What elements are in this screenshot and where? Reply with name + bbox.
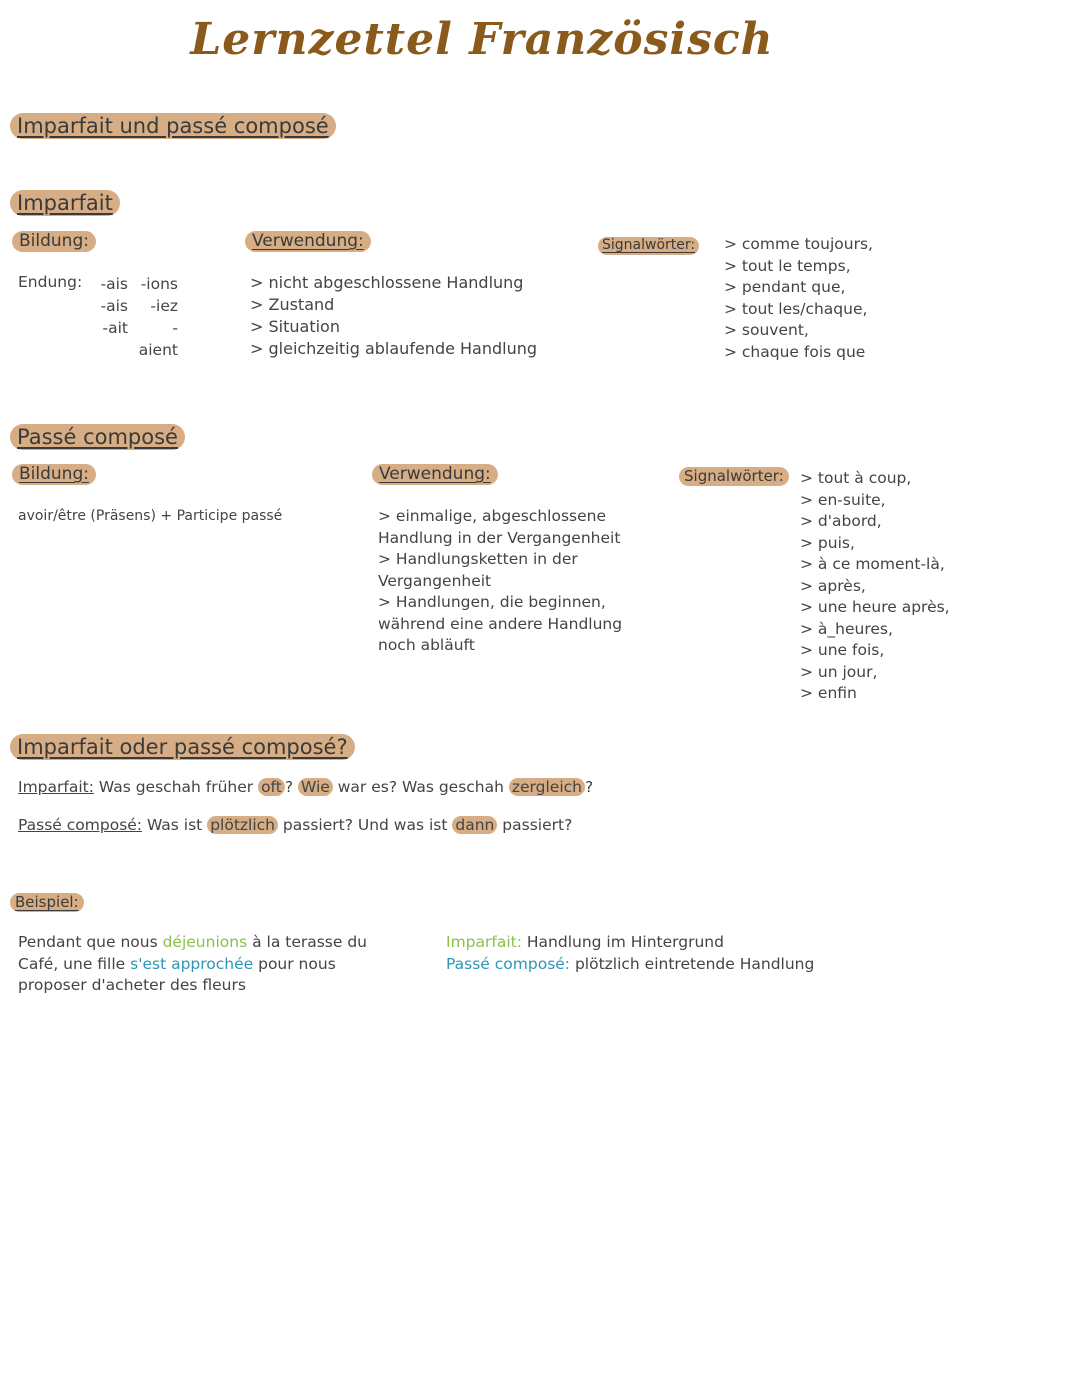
imparfait-endings <box>84 273 184 361</box>
highlight: oft <box>258 778 285 796</box>
list-item: > nicht abgeschlossene Handlung <box>250 273 524 292</box>
imparfait-verb: déjeunions <box>162 933 248 951</box>
legend-imparfait: Imparfait: Handlung im Hintergrund <box>446 933 724 951</box>
passe-compose-bildung-text: avoir/être (Präsens) + Participe passé <box>18 508 283 524</box>
list-item: > Handlungsketten in der <box>378 550 578 568</box>
list-item: > enfin <box>800 684 857 702</box>
legend-passe-compose: Passé composé: plötzlich eintretende Handlung <box>446 954 815 973</box>
list-item: > à ce moment-là, <box>800 555 945 573</box>
ending: -ions <box>140 275 178 293</box>
list-item: > souvent, <box>724 321 809 339</box>
passe-compose-signal-label: Signalwörter: <box>679 466 789 486</box>
passe-compose-bildung-label: Bildung: <box>12 464 96 485</box>
list-item: > un jour, <box>800 662 878 681</box>
highlight: plötzlich <box>207 816 278 834</box>
ending: -ais <box>100 297 128 315</box>
highlight: dann <box>452 816 497 834</box>
highlight: Wie <box>298 778 333 796</box>
list-item: > tout à coup, <box>800 469 912 487</box>
main-heading: Imparfait und passé composé <box>10 113 336 139</box>
question-line-imparfait: Imparfait: Was geschah früher oft ? Wie war es? Was geschah zergleich ? <box>18 778 594 796</box>
question-label: Passé composé: <box>18 816 143 834</box>
list-item: > d'abord, <box>800 512 882 530</box>
list-item: Handlung in der Vergangenheit <box>378 528 621 547</box>
list-item: > pendant que, <box>724 278 846 296</box>
imparfait-signal-list <box>724 234 873 363</box>
question-heading: Imparfait oder passé composé? <box>10 734 355 760</box>
list-item: Vergangenheit <box>378 571 492 590</box>
passe-compose-verwendung-list <box>378 506 622 657</box>
example-legend <box>446 932 814 975</box>
imparfait-verwendung-list <box>250 272 537 360</box>
page-title: Lernzettel Französisch <box>190 14 774 65</box>
example-sentence: Pendant que nous déjeunions à la terasse du Café, une fille s'est approchée pour nous proposer d'acheter des fleurs <box>18 933 368 994</box>
highlight: zergleich <box>509 778 585 796</box>
list-item: > une heure après, <box>800 598 950 616</box>
list-item: > tout les/chaque, <box>724 299 868 318</box>
ending: -iez <box>150 297 178 315</box>
list-item: > Situation <box>250 317 340 336</box>
ending: -ait <box>102 319 128 337</box>
passe-compose-verwendung-label: Verwendung: <box>372 464 498 485</box>
list-item: > à_heures, <box>800 619 893 638</box>
list-item: > comme toujours, <box>724 235 873 253</box>
passe-compose-heading: Passé composé <box>10 424 185 450</box>
imparfait-heading: Imparfait <box>10 190 120 216</box>
imparfait-verwendung-label: Verwendung: <box>245 231 371 252</box>
list-item: > puis, <box>800 533 855 552</box>
list-item: > tout le temps, <box>724 256 851 275</box>
list-item: > einmalige, abgeschlossene <box>378 507 606 525</box>
list-item: während eine andere Handlung <box>378 614 623 633</box>
list-item: > après, <box>800 576 866 595</box>
list-item: > gleichzeitig ablaufende Handlung <box>250 339 538 358</box>
list-item: noch abläuft <box>378 636 475 654</box>
list-item: > Handlungen, die beginnen, <box>378 593 606 611</box>
list-item: > chaque fois que <box>724 342 866 361</box>
list-item: > une fois, <box>800 641 885 659</box>
question-label: Imparfait: <box>18 778 94 796</box>
ending: -ais <box>100 275 128 293</box>
list-item: > en-suite, <box>800 490 886 509</box>
question-line-passe-compose: Passé composé: Was ist plötzlich passiert? Und was ist dann passiert? <box>18 816 573 834</box>
passe-compose-verb: s'est approchée <box>130 954 254 973</box>
passe-compose-signal-list <box>800 468 950 705</box>
imparfait-signal-label: Signalwörter: <box>598 234 699 255</box>
imparfait-bildung-label: Bildung: <box>12 231 96 252</box>
list-item: > Zustand <box>250 295 335 314</box>
imparfait-endung-label: Endung: <box>18 273 83 291</box>
example-heading: Beispiel: <box>10 892 84 912</box>
ending: -aient <box>138 319 178 359</box>
